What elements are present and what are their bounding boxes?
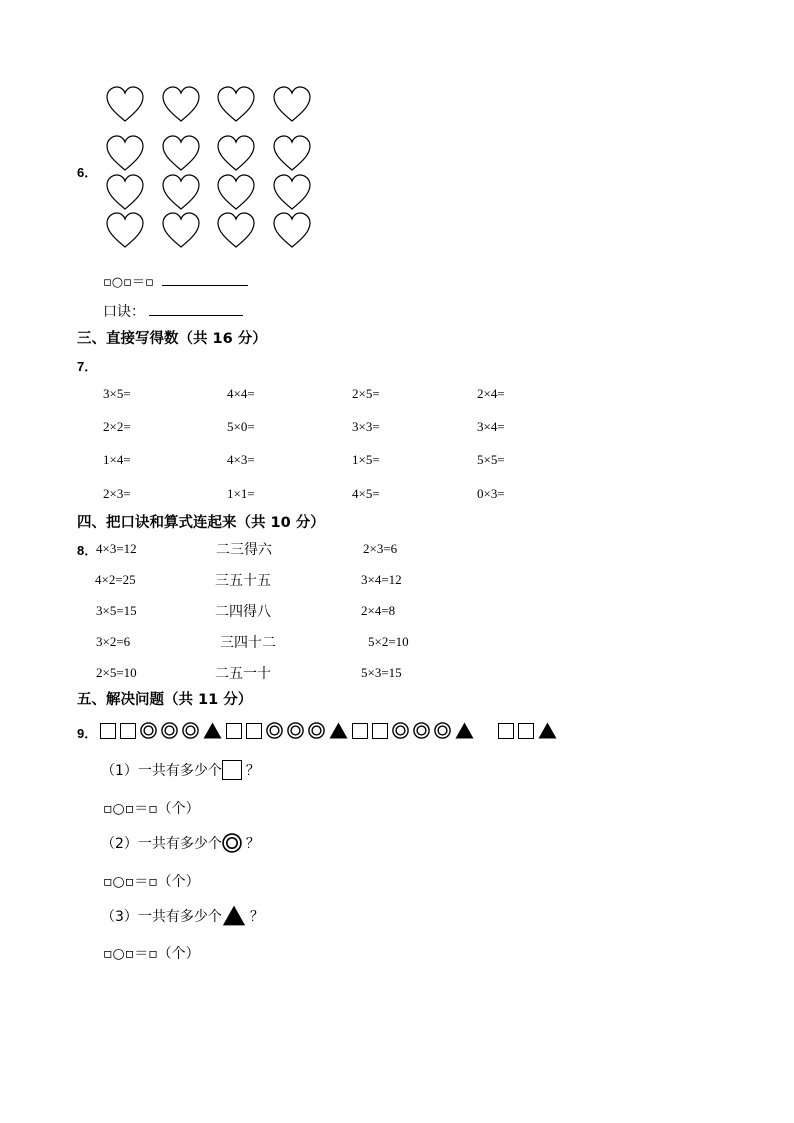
arithmetic-item: 4×4= — [227, 386, 255, 401]
subquestion-suffix: ？ — [245, 763, 260, 779]
double-circle-icon — [222, 833, 242, 853]
arithmetic-item: 3×4= — [477, 419, 505, 434]
double-circle-icon — [161, 722, 178, 739]
matching-rhyme[interactable]: 二三得六 — [216, 542, 272, 558]
heart-icon — [106, 212, 144, 250]
triangle-icon — [538, 722, 557, 739]
heart-icon — [106, 174, 144, 212]
triangle-icon — [455, 722, 474, 739]
matching-right-equation[interactable]: 2×4=8 — [361, 603, 396, 618]
question-9-number: 9． — [77, 726, 98, 741]
matching-rhyme[interactable]: 三五十五 — [215, 573, 271, 589]
matching-right-equation[interactable]: 5×2=10 — [368, 634, 409, 649]
arithmetic-item: 5×0= — [227, 419, 255, 434]
arithmetic-item: 5×5= — [477, 452, 505, 467]
section-5-heading: 五、解决问题（共 11 分） — [77, 692, 253, 708]
square-icon — [372, 723, 388, 739]
matching-right-equation[interactable]: 5×3=15 — [361, 665, 402, 680]
double-circle-icon — [392, 722, 409, 739]
double-circle-icon — [140, 722, 157, 739]
arithmetic-item: 1×4= — [103, 452, 131, 467]
matching-left-equation[interactable]: 2×5=10 — [96, 665, 137, 680]
arithmetic-item: 1×1= — [227, 486, 255, 501]
heart-icon — [217, 86, 255, 124]
matching-right-equation[interactable]: 2×3=6 — [363, 541, 398, 556]
square-icon — [100, 723, 116, 739]
triangle-icon — [329, 722, 348, 739]
heart-icon — [273, 174, 311, 212]
square-icon — [246, 723, 262, 739]
arithmetic-item: 3×3= — [352, 419, 380, 434]
square-icon — [120, 723, 136, 739]
question-6-formula-line — [103, 271, 248, 290]
subquestion-suffix: ？ — [249, 908, 264, 925]
question-7-number: 7． — [77, 359, 98, 374]
subquestion-answer-2[interactable]: ▫○▫＝▫（个） — [103, 874, 200, 890]
subquestion-2 — [101, 833, 260, 853]
double-circle-icon — [182, 722, 199, 739]
matching-left-equation[interactable]: 4×3=12 — [96, 541, 137, 556]
arithmetic-item: 3×5= — [103, 386, 131, 401]
subquestion-suffix: ？ — [245, 836, 260, 852]
arithmetic-item: 4×5= — [352, 486, 380, 501]
heart-icon — [217, 212, 255, 250]
subquestion-3 — [101, 905, 264, 926]
square-icon — [518, 723, 534, 739]
square-icon — [352, 723, 368, 739]
square-icon — [498, 723, 514, 739]
section-3-heading: 三、直接写得数（共 16 分） — [77, 331, 267, 347]
subquestion-text: （1）一共有多少个 — [101, 763, 222, 779]
heart-icon — [217, 174, 255, 212]
heart-icon — [273, 86, 311, 124]
heart-icon — [106, 135, 144, 173]
arithmetic-item: 1×5= — [352, 452, 380, 467]
double-circle-icon — [434, 722, 451, 739]
question-6-rhyme-label: 口诀： — [103, 304, 145, 320]
subquestion-answer-1[interactable]: ▫○▫＝▫（个） — [103, 801, 200, 817]
subquestion-text: （2）一共有多少个 — [101, 836, 222, 852]
arithmetic-item: 2×5= — [352, 386, 380, 401]
triangle-icon — [203, 722, 222, 739]
square-icon — [226, 723, 242, 739]
question-6-number: 6． — [77, 165, 98, 180]
matching-right-equation[interactable]: 3×4=12 — [361, 572, 402, 587]
shape-sequence — [100, 722, 557, 739]
double-circle-icon — [413, 722, 430, 739]
arithmetic-item: 0×3= — [477, 486, 505, 501]
matching-left-equation[interactable]: 3×2=6 — [96, 634, 131, 649]
double-circle-icon — [287, 722, 304, 739]
triangle-icon — [222, 905, 246, 926]
question-6-rhyme-line — [103, 301, 243, 321]
heart-icon — [106, 86, 144, 124]
question-6-rhyme-blank[interactable] — [149, 303, 243, 316]
arithmetic-item: 4×3= — [227, 452, 255, 467]
double-circle-icon — [308, 722, 325, 739]
square-icon — [222, 760, 242, 780]
heart-icon — [162, 212, 200, 250]
matching-left-equation[interactable]: 3×5=15 — [96, 603, 137, 618]
matching-left-equation[interactable]: 4×2=25 — [95, 572, 136, 587]
matching-rhyme[interactable]: 二五一十 — [215, 666, 271, 682]
heart-icon — [162, 174, 200, 212]
heart-icon — [273, 135, 311, 173]
subquestion-answer-3[interactable]: ▫○▫＝▫（个） — [103, 946, 200, 962]
double-circle-icon — [266, 722, 283, 739]
heart-icon — [273, 212, 311, 250]
heart-icon — [162, 135, 200, 173]
arithmetic-item: 2×3= — [103, 486, 131, 501]
heart-icon — [217, 135, 255, 173]
question-8-number: 8． — [77, 543, 98, 558]
subquestion-text: （3）一共有多少个 — [101, 908, 222, 925]
question-6-formula: ▫○▫＝▫ — [103, 275, 154, 290]
question-6-answer-blank[interactable] — [162, 273, 248, 286]
arithmetic-item: 2×2= — [103, 419, 131, 434]
arithmetic-item: 2×4= — [477, 386, 505, 401]
subquestion-1 — [101, 760, 260, 780]
heart-icon — [162, 86, 200, 124]
section-4-heading: 四、把口诀和算式连起来（共 10 分） — [77, 515, 325, 531]
matching-rhyme[interactable]: 二四得八 — [215, 604, 271, 620]
matching-rhyme[interactable]: 三四十二 — [220, 635, 276, 651]
